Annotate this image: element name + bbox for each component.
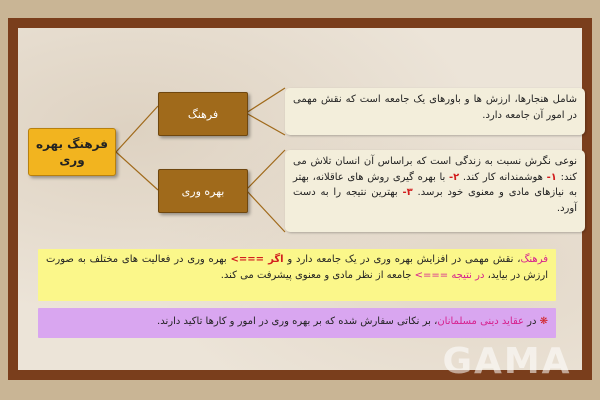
culture-definition-box <box>285 88 585 135</box>
religious-note-keyword: عقاید دینی مسلمانان <box>437 316 524 327</box>
note-text-1: ، نقش مهمی در افزایش بهره وری در یک جامعه دارد و <box>283 254 521 265</box>
center-concept-label: فرهنگ بهره وری <box>36 136 108 167</box>
religious-note-text-2: ، بر نکاتی سفارش شده که بر بهره وری در امور و کارها تاکید دارند. <box>157 316 438 327</box>
note-keyword-if: اگر ===> <box>230 254 284 265</box>
note-text-3: جامعه از نظر مادی و معنوی پیشرفت می کند. <box>220 269 415 281</box>
religious-note-text-1: در <box>523 316 540 327</box>
note-keyword-culture: فرهنگ <box>520 254 548 265</box>
asterisk-icon: ❋ <box>539 316 548 327</box>
connector-culture-definition-bottom <box>246 113 285 135</box>
note-text-2: بهره وری در فعالیت های مختلف به صورت ارزش در بیاید، <box>46 254 548 281</box>
note-keyword-result: در نتیجه ===> <box>414 269 485 281</box>
connector-productivity-definition-top <box>246 150 285 190</box>
branch-productivity-label: بهره وری <box>181 184 225 198</box>
productivity-point-3-number: ۳- <box>402 187 413 198</box>
gama-watermark-logo: GAMA <box>442 340 572 382</box>
productivity-definition-intro: نوعی نگرش نسبت به زندگی است که براساس آن انسان تلاش می کند: <box>293 156 577 183</box>
productivity-definition-box <box>285 150 585 232</box>
center-concept-box <box>28 128 116 176</box>
connector-productivity-definition-bottom <box>246 190 285 232</box>
connector-culture-definition-top <box>246 88 285 113</box>
culture-definition-text: شامل هنجارها، ارزش ها و باورهای یک جامعه است که نقش مهمی در امور آن جامعه دارد. <box>293 94 577 121</box>
connector-center-culture <box>116 106 158 152</box>
connector-center-productivity <box>116 152 158 190</box>
culture-productivity-note <box>38 249 556 301</box>
productivity-point-2-number: ۲- <box>448 171 460 183</box>
productivity-point-1-number: ۱- <box>546 171 557 183</box>
productivity-point-1-text: هوشمندانه کار کند. <box>459 171 547 183</box>
productivity-point-3-text: بهترین نتیجه را به دست آورد. <box>293 187 577 214</box>
religious-beliefs-note <box>38 308 556 338</box>
branch-productivity-box <box>158 169 248 213</box>
branch-culture-box <box>158 92 248 136</box>
productivity-point-2-text: با بهره گیری روش های عاقلانه، بهتر به نیازهای مادی و معنوی خود برسد. <box>293 171 577 198</box>
branch-culture-label: فرهنگ <box>187 107 219 121</box>
